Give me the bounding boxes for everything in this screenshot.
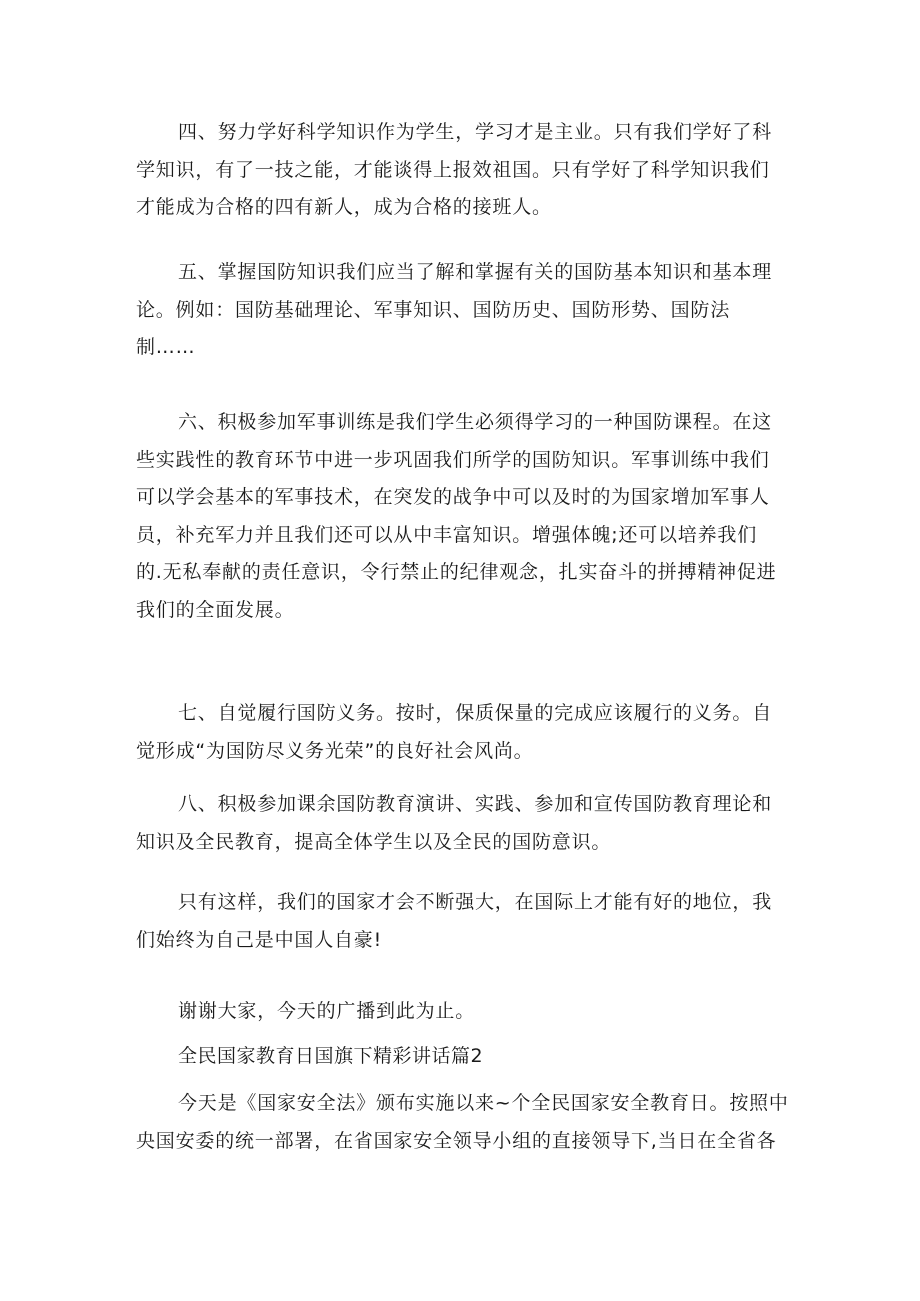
text-line: 的.无私奉献的责任意识，令行禁止的纪律观念，扎实奋斗的拼搏精神促进	[136, 561, 777, 583]
section-title: 全民国家教育日国旗下精彩讲话篇2	[178, 1045, 484, 1067]
text-line: 七、自觉履行国防义务。按时，保质保量的完成应该履行的义务。自	[178, 702, 773, 724]
paragraph-science-knowledge	[136, 114, 796, 227]
paragraph-national-security-day	[136, 1085, 796, 1160]
text-line: 今天是《国家安全法》颁布实施以来~个全民国家安全教育日。按照中	[178, 1092, 789, 1114]
text-line: 八、积极参加课余国防教育演讲、实践、参加和宣传国防教育理论和	[178, 793, 773, 815]
text-line: 知识及全民教育，提高全体学生以及全民的国防意识。	[136, 830, 612, 853]
paragraph-military-training	[136, 404, 796, 629]
text-line: 只有这样，我们的国家才会不断强大，在国际上才能有好的地位，我	[178, 891, 773, 913]
paragraph-defense-duty	[136, 695, 796, 770]
text-line: 谢谢大家，今天的广播到此为止。	[178, 1000, 476, 1022]
paragraph-thanks	[136, 993, 796, 1031]
text-line: 六、积极参加军事训练是我们学生必须得学习的一种国防课程。在这	[178, 411, 773, 433]
text-line: 可以学会基本的军事技术，在突发的战争中可以及时的为国家增加军事人	[136, 486, 770, 508]
paragraph-conclusion	[136, 884, 796, 959]
text-line: 些实践性的教育环节中进一步巩固我们所学的国防知识。军事训练中我们	[136, 448, 770, 471]
text-line: 们始终为自己是中国人自豪!	[136, 928, 383, 951]
paragraph-defense-knowledge	[136, 254, 796, 367]
text-line: 员，补充军力并且我们还可以从中丰富知识。增强体魄;还可以培养我们	[136, 523, 758, 546]
text-line: 觉形成“为国防尽义务光荣”的良好社会风尚。	[136, 739, 534, 762]
text-line: 央国安委的统一部署，在省国家安全领导小组的直接领导下,当日在全省各	[136, 1129, 777, 1152]
text-line: 学知识，有了一技之能，才能谈得上报效祖国。只有学好了科学知识我们	[136, 158, 770, 181]
text-line: 论。例如：国防基础理论、军事知识、国防历史、国防形势、国防法	[136, 298, 731, 321]
paragraph-defense-education	[136, 786, 796, 861]
text-line: 我们的全面发展。	[136, 598, 295, 621]
text-line: 才能成为合格的四有新人，成为合格的接班人。	[136, 196, 552, 218]
text-line: 五、掌握国防知识我们应当了解和掌握有关的国防基本知识和基本理	[178, 261, 773, 283]
text-line: 制……	[136, 336, 196, 358]
text-line: 四、努力学好科学知识作为学生，学习才是主业。只有我们学好了科	[178, 121, 773, 143]
